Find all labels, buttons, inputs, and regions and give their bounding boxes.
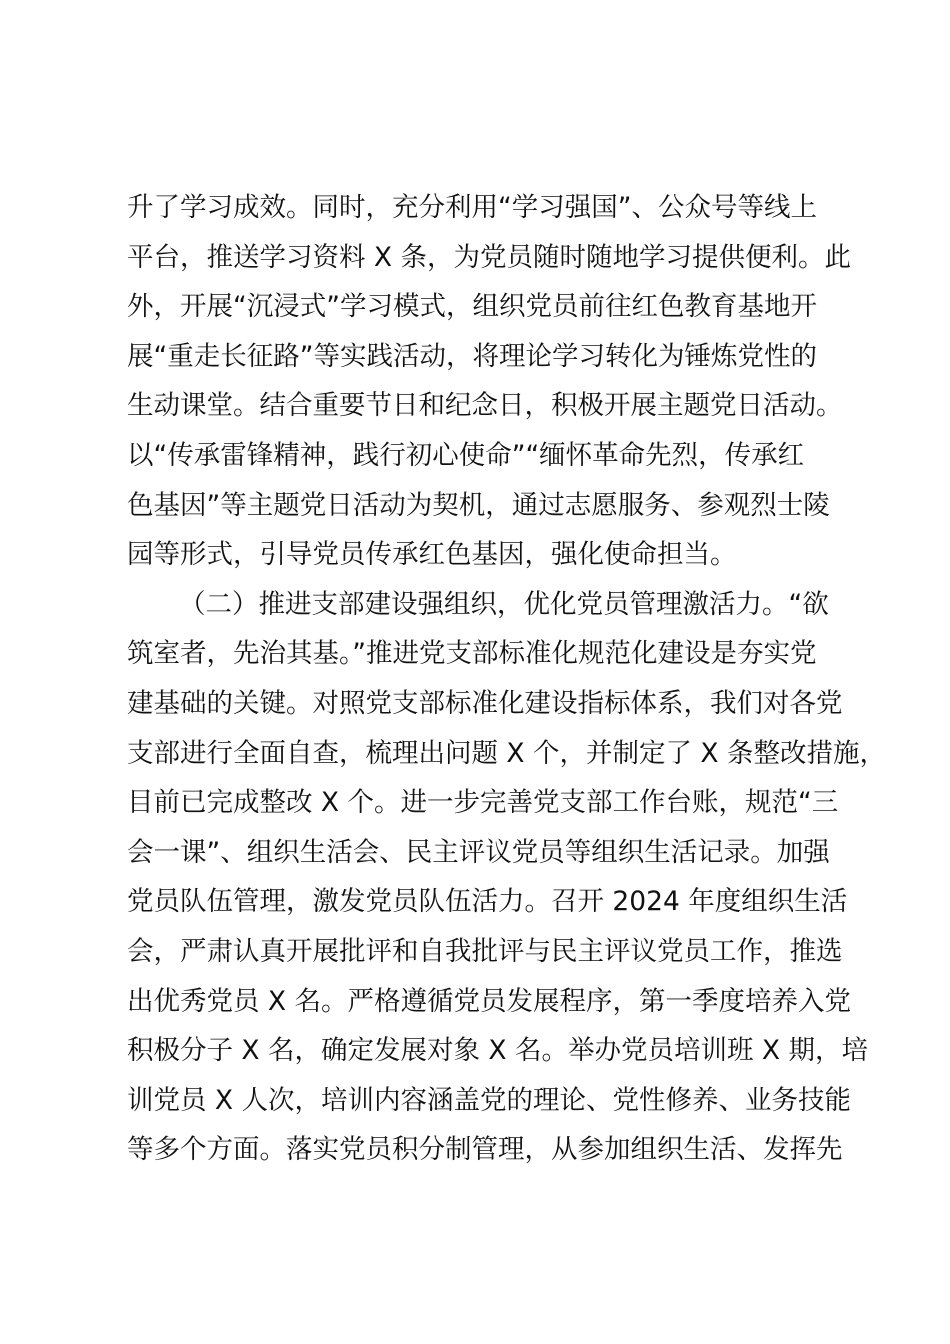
text-line: 会，严肃认真开展批评和自我批评与民主评议党员工作，推选 xyxy=(127,935,843,967)
text-line: 色基因”等主题党日活动为契机，通过志愿服务、参观烈士陵 xyxy=(127,489,830,521)
body-text xyxy=(127,183,887,1175)
text-line: 目前已完成整改 X 个。进一步完善党支部工作台账，规范“三 xyxy=(127,787,839,819)
text-line: 外，开展“沉浸式”学习模式，组织党员前往红色教育基地开 xyxy=(127,291,817,323)
text-line: 展“重走长征路”等实践活动，将理论学习转化为锤炼党性的 xyxy=(127,340,817,372)
text-line: 筑室者，先治其基。”推进党支部标准化规范化建设是夯实党 xyxy=(127,638,817,670)
text-line: 生动课堂。结合重要节日和纪念日，积极开展主题党日活动。 xyxy=(127,390,843,422)
text-line: 支部进行全面自查，梳理出问题 X 个，并制定了 X 条整改措施， xyxy=(127,737,887,769)
text-line: 训党员 X 人次，培训内容涵盖党的理论、党性修养、业务技能 xyxy=(127,1084,852,1116)
text-line: 平台，推送学习资料 X 条，为党员随时随地学习提供便利。此 xyxy=(127,241,852,273)
text-line: 会一课”、组织生活会、民主评议党员等组织生活记录。加强 xyxy=(127,836,830,868)
text-line: 党员队伍管理，激发党员队伍活力。召开 2024 年度组织生活 xyxy=(127,886,848,918)
text-line: 建基础的关键。对照党支部标准化建设指标体系，我们对各党 xyxy=(127,687,843,719)
text-line: 以“传承雷锋精神，践行初心使命”“缅怀革命先烈，传承红 xyxy=(127,439,805,471)
section-heading-line: （二）推进支部建设强组织，优化党员管理激活力。“欲 xyxy=(179,588,829,620)
text-line: 园等形式，引导党员传承红色基因，强化使命担当。 xyxy=(127,539,737,571)
text-line: 出优秀党员 X 名。严格遵循党员发展程序，第一季度培养入党 xyxy=(127,985,852,1017)
text-line: 升了学习成效。同时，充分利用“学习强国”、公众号等线上 xyxy=(127,192,817,223)
text-line: 等多个方面。落实党员积分制管理，从参加组织生活、发挥先 xyxy=(127,1134,843,1166)
text-line: 积极分子 X 名，确定发展对象 X 名。举办党员培训班 X 期，培 xyxy=(127,1035,869,1067)
